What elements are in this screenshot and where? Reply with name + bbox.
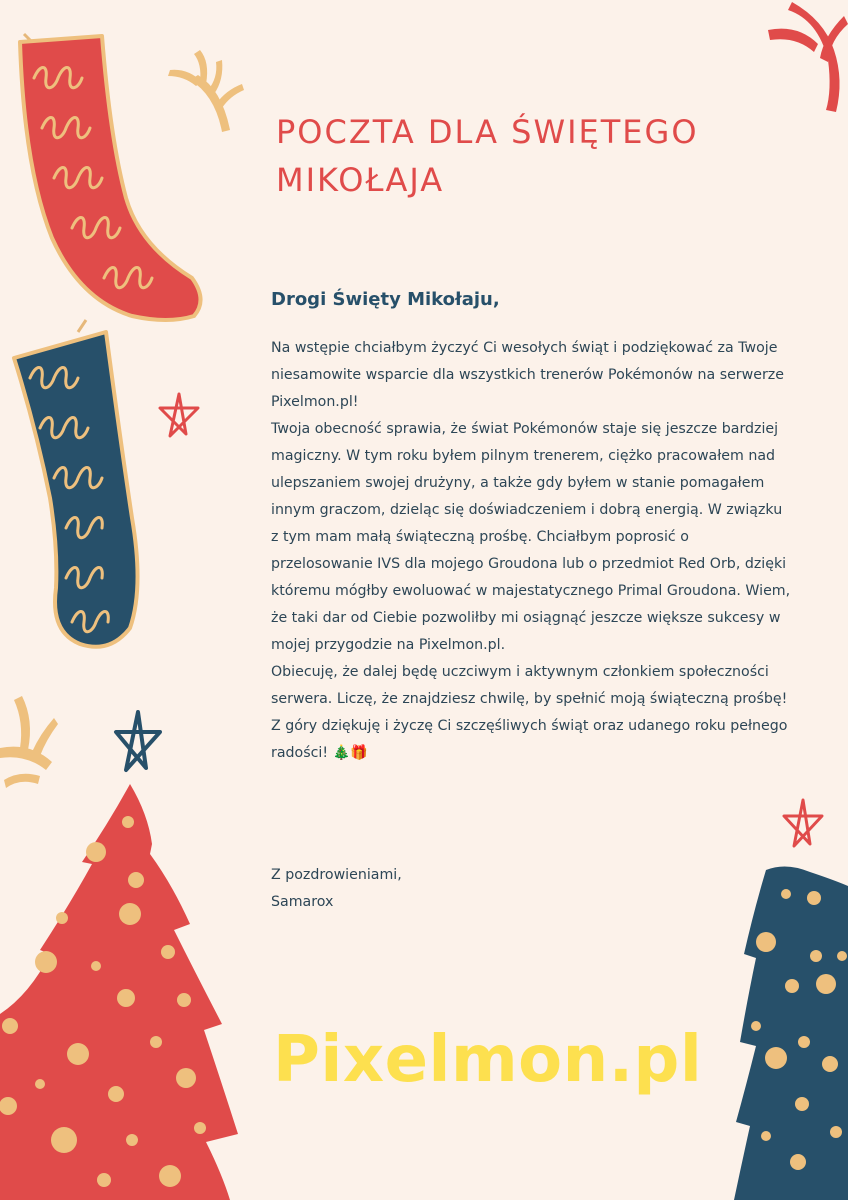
red-star-icon bbox=[156, 390, 202, 440]
page-title: POCZTA DLA ŚWIĘTEGO MIKOŁAJA bbox=[276, 113, 699, 199]
navy-star-icon bbox=[112, 708, 164, 774]
letter-body bbox=[271, 335, 791, 767]
red-tree-icon bbox=[0, 784, 240, 1200]
signature: Samarox bbox=[271, 894, 334, 910]
leaf-sprig-icon bbox=[0, 690, 70, 790]
leaf-sprig-icon bbox=[768, 0, 848, 120]
navy-stocking-icon bbox=[10, 318, 150, 658]
red-stocking-icon bbox=[8, 28, 208, 323]
brand-logo-text: Pixelmon.pl bbox=[273, 1023, 703, 1097]
paragraph: Na wstępie chciałbym życzyć Ci wesołych świąt i podziękować za Twoje niesamowite wsparcie dla wszystkich trenerów Pokémonów na serwerze Pixelmon.pl! bbox=[271, 340, 784, 410]
closing-block bbox=[271, 862, 402, 916]
closing-line: Z pozdrowieniami, bbox=[271, 867, 402, 883]
paragraph: Z góry dziękuję i życzę Ci szczęśliwych świąt oraz udanego roku pełnego radości! 🎄🎁 bbox=[271, 718, 788, 761]
navy-tree-icon bbox=[726, 866, 848, 1200]
red-star-icon bbox=[780, 796, 826, 850]
paragraph: Obiecuję, że dalej będę uczciwym i aktywnym członkiem społeczności serwera. Liczę, że znajdziesz chwilę, by spełnić moją świąteczną prośbę! bbox=[271, 664, 788, 707]
paragraph: Twoja obecność sprawia, że świat Pokémonów staje się jeszcze bardziej magiczny. W tym roku byłem pilnym trenerem, ciężko pracowałem nad ulepszaniem swojej drużyny, a także gdy byłem w stanie pomagałem innym graczom, dzieląc się doświadczeniem i dobrą energią. W związku z tym mam małą świąteczną prośbę. Chciałbym poprosić o przelosowanie IVS dla mojego Groudona lub o przedmiot Red Orb, dzięki któremu mógłby ewoluować w majestatycznego Primal Groudona. Wiem, że taki dar od Ciebie pozwoliłby mi osiągnąć jeszcze większe sukcesy w mojej przygodzie na Pixelmon.pl. bbox=[271, 421, 791, 653]
greeting: Drogi Święty Mikołaju, bbox=[271, 289, 500, 310]
